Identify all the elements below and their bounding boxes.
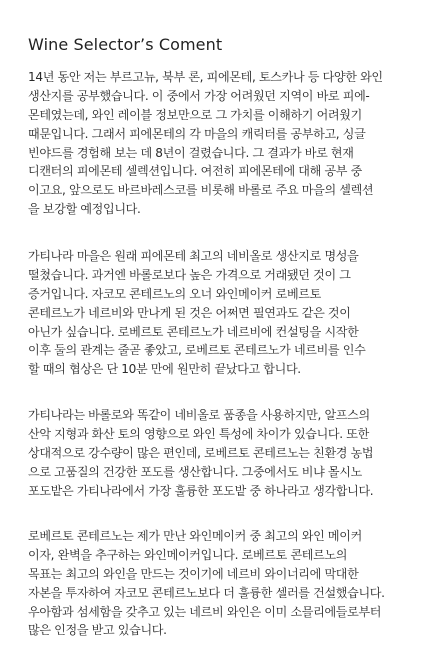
paragraph-1 (28, 68, 418, 219)
text-line: 로베르토 콘테르노는 제가 만난 와인메이커 중 최고의 와인 메이커 (28, 529, 362, 543)
text-line: 할 때의 협상은 단 10분 만에 원만히 끝났다고 합니다. (28, 362, 301, 377)
text-line: 목표는 최고의 와인을 만드는 것이기에 네르비 와이너리에 막대한 (28, 566, 359, 581)
text-line: 으로 고품질의 건강한 포도를 생산합니다. 그중에서도 비냐 몰시노 (28, 464, 362, 479)
text-line: 디캔터의 피에몬테 셀렉션입니다. 여전히 피에몬테에 대해 공부 중 (28, 164, 362, 179)
text-line: 우아함과 섬세함을 갖추고 있는 네르비 와인은 이미 소믈리에들로부터 (28, 604, 382, 619)
text-line: 몬테였는데, 와인 레이블 정보만으로 그 가치를 이해하기 어려웠기 (28, 107, 362, 122)
text-line: 이후 둘의 관계는 줄곧 좋았고, 로베르토 콘테르노가 네르비를 인수 (28, 343, 366, 358)
text-line: 이고요, 앞으로도 바르바레스코를 비롯해 바롤로 주요 마을의 셀렉션 (28, 183, 374, 198)
text-line: 증거입니다. 자코모 콘테르노의 오너 와인메이커 로베르토 (28, 286, 321, 301)
text-line: 상대적으로 강수량이 많은 편인데, 로베르토 콘테르노는 친환경 농법 (28, 445, 374, 460)
text-line: 포도밭은 가티나라에서 가장 훌륭한 포도밭 중 하나라고 생각합니다. (28, 483, 374, 498)
text-line: 자본을 투자하여 자코모 콘테르노보다 더 훌륭한 셀러를 건설했습니다. (28, 585, 385, 600)
text-line: 가티나라 마을은 원래 피에몬테 최고의 네비올로 생산지로 명성을 (28, 249, 359, 263)
page-title: Wine Selector’s Coment (28, 35, 223, 54)
paragraph-2 (28, 247, 418, 379)
text-line: 생산지를 공부했습니다. 이 중에서 가장 어려웠던 지역이 바로 피에- (28, 88, 370, 103)
text-line: 아닌가 싶습니다. 로베르토 콘테르노가 네르비에 컨설팅을 시작한 (28, 324, 359, 339)
text-line: 산악 지형과 화산 토의 영향으로 와인 특성에 차이가 있습니다. 또한 (28, 426, 369, 441)
paragraph-3 (28, 406, 418, 500)
text-line: 떨쳤습니다. 과거엔 바롤로보다 높은 가격으로 거래됐던 것이 그 (28, 267, 351, 282)
text-line: 가티나라는 바롤로와 똑같이 네비올로 품종을 사용하지만, 알프스의 (28, 408, 370, 422)
text-line: 14년 동안 저는 부르고뉴, 북부 론, 피에몬테, 토스카나 등 다양한 와인 (28, 70, 383, 84)
paragraph-4 (28, 527, 418, 640)
text-line: 때문입니다. 그래서 피에몬테의 각 마을의 캐릭터를 공부하고, 싱글 (28, 126, 366, 141)
text-line: 빈야드를 경험해 보는 데 8년이 걸렸습니다. 그 결과가 바로 현재 (28, 145, 354, 160)
text-line: 이자, 완벽을 추구하는 와인메이커입니다. 로베르토 콘테르노의 (28, 547, 348, 562)
text-line: 많은 인정을 받고 있습니다. (28, 623, 167, 638)
text-line: 을 보강할 예정입니다. (28, 202, 141, 217)
text-line: 콘테르노가 네르비와 만나게 된 것은 어쩌면 필연과도 같은 것이 (28, 305, 351, 320)
